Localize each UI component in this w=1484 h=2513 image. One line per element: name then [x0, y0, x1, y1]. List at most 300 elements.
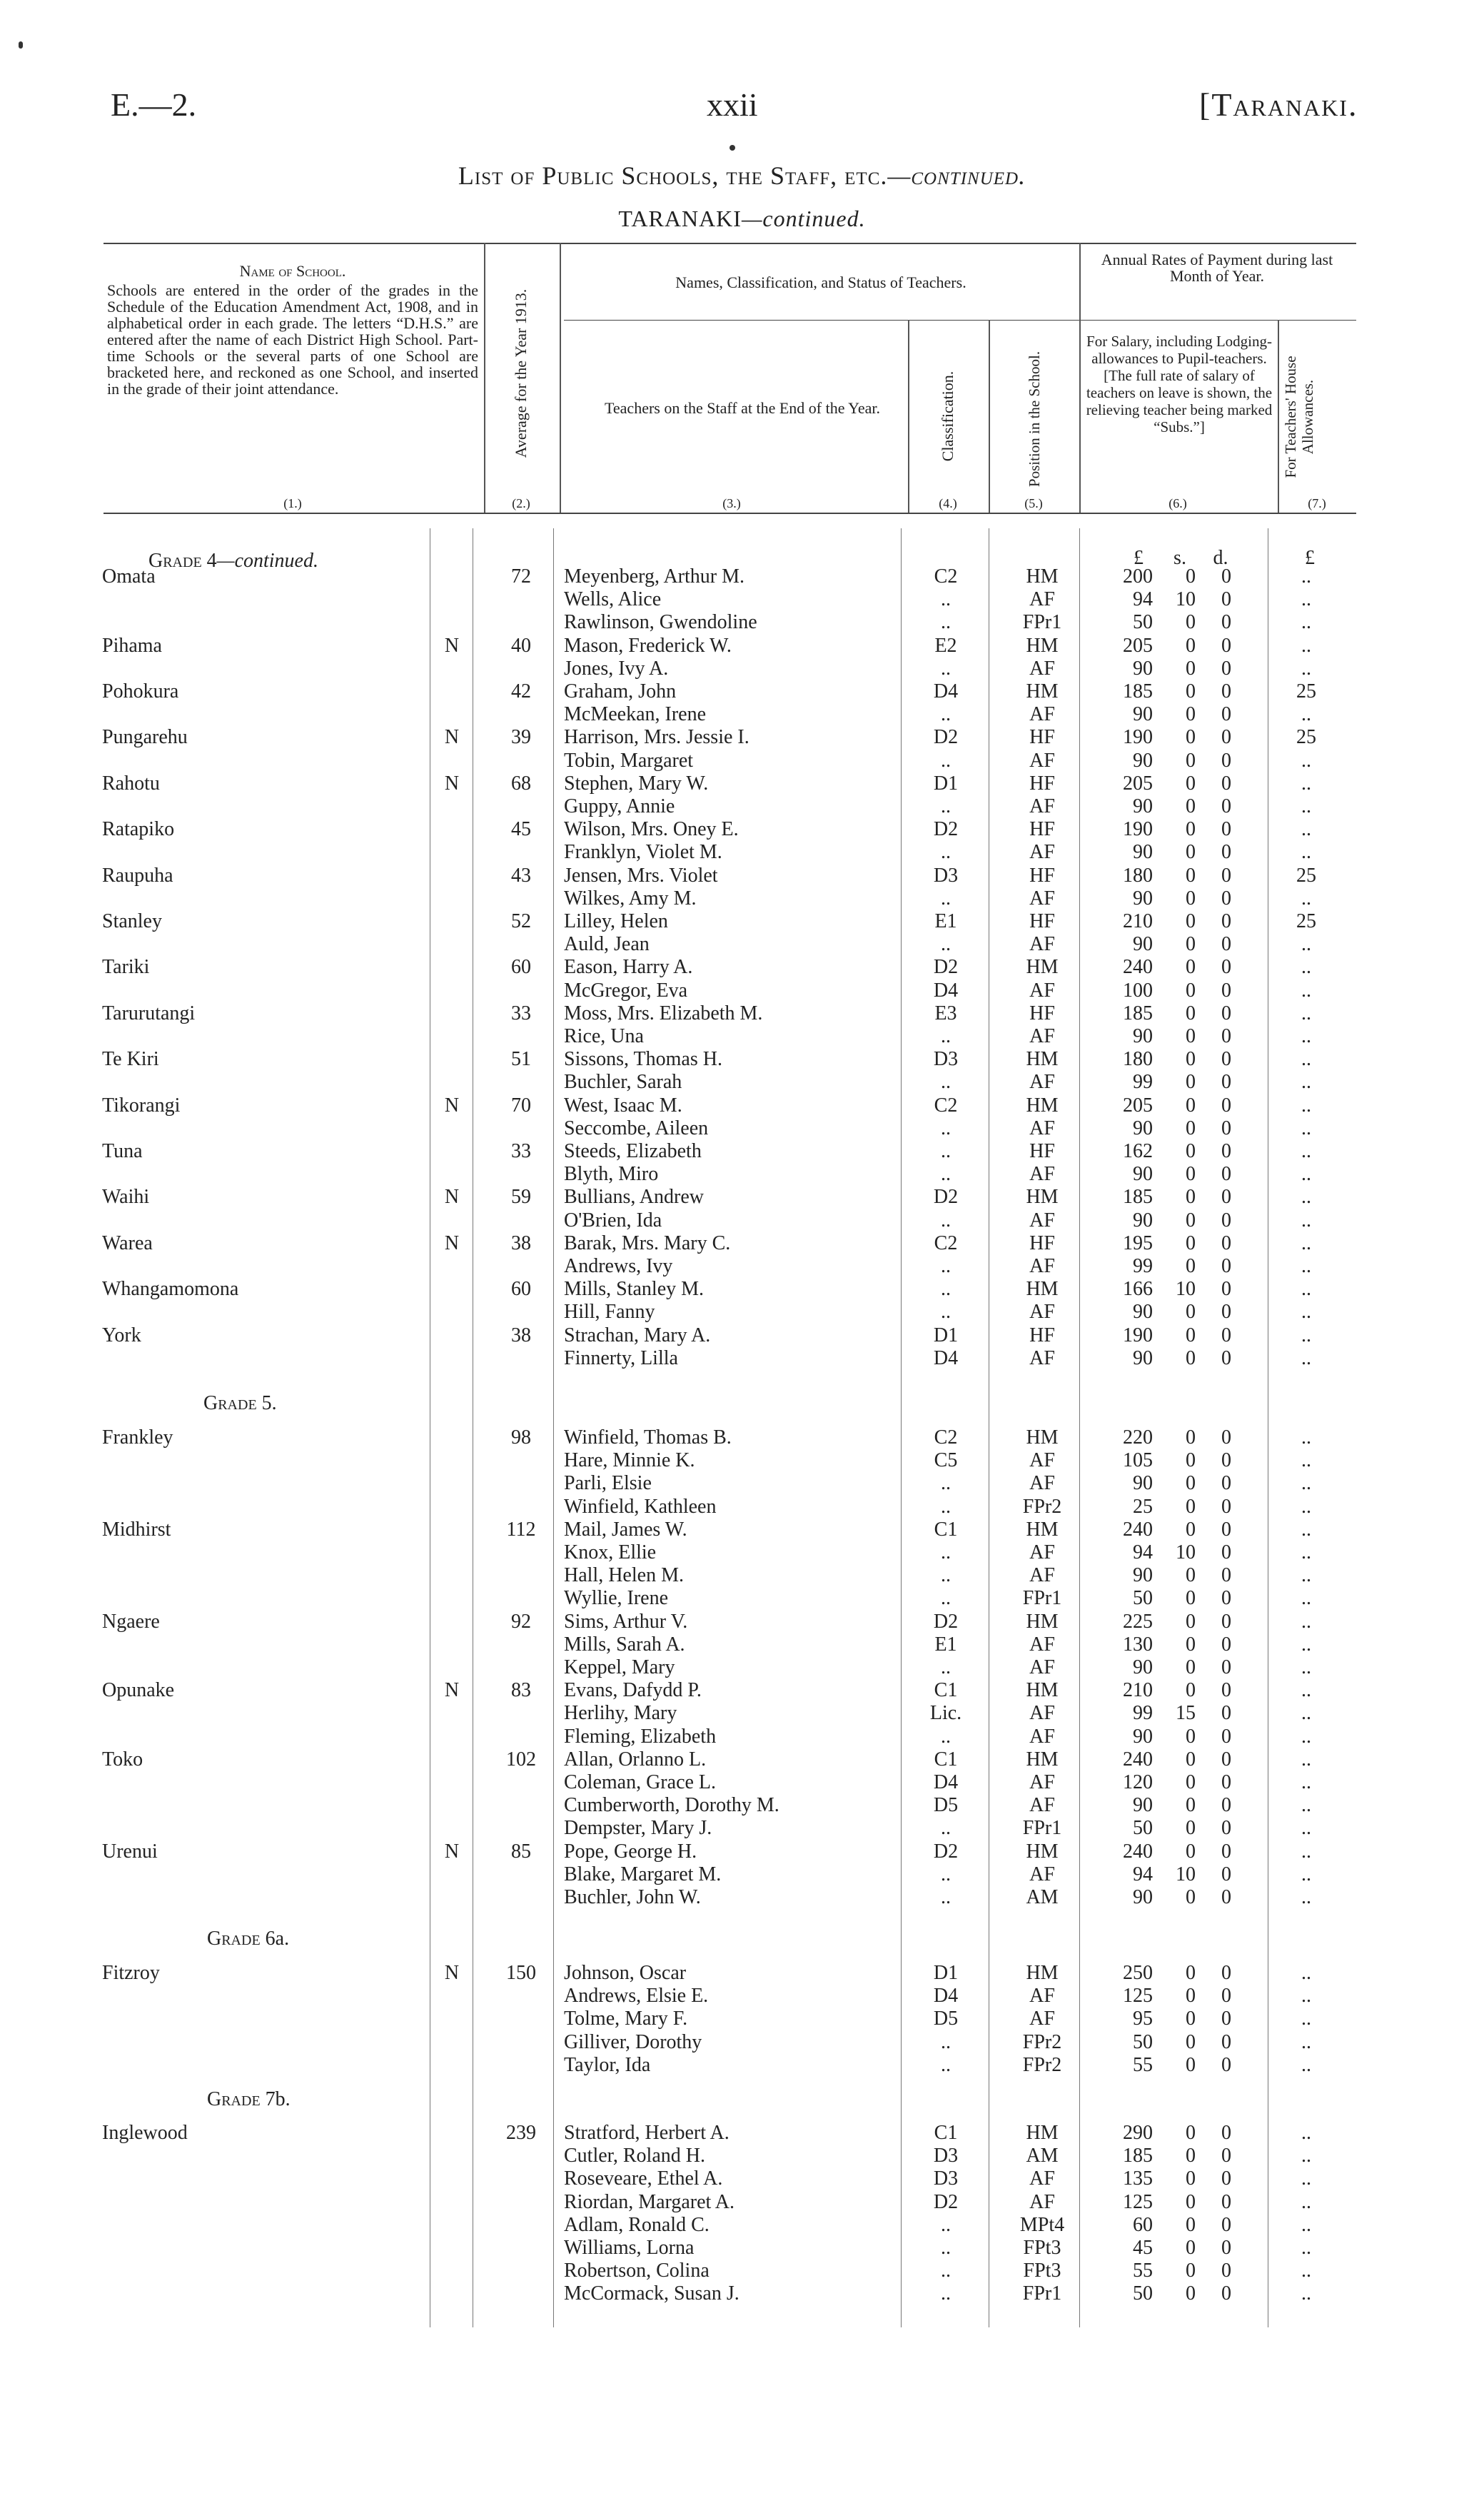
- teacher-name: Andrews, Elsie E.: [564, 1985, 709, 2008]
- table-row: [0, 1496, 1484, 1519]
- col3-group-header: Names, Classification, and Status of Teachers.: [675, 273, 966, 291]
- position: AM: [1026, 2145, 1059, 2167]
- average-attendance: 33: [511, 1002, 531, 1024]
- salary-pounds: 94: [1133, 1863, 1153, 1885]
- classification: ..: [941, 841, 951, 864]
- classification: D3: [933, 2145, 959, 2167]
- position: AF: [1029, 2190, 1055, 2213]
- house-allowance: ..: [1301, 1725, 1311, 1748]
- classification: ..: [941, 2213, 951, 2236]
- salary-pounds: 94: [1133, 1541, 1153, 1563]
- teacher-name: Adlam, Ronald C.: [564, 2213, 710, 2236]
- house-allowance: ..: [1301, 887, 1311, 910]
- salary-pounds: 190: [1123, 726, 1153, 749]
- classification: D1: [933, 772, 959, 795]
- region-title: [0, 206, 1484, 232]
- position: HF: [1029, 1140, 1055, 1162]
- salary-pounds: 55: [1133, 2260, 1153, 2282]
- teacher-name: Strachan, Mary A.: [564, 1324, 711, 1346]
- salary-shillings: 0: [1186, 1048, 1196, 1071]
- classification: E1: [934, 910, 957, 932]
- salary-pounds: 90: [1133, 1346, 1153, 1369]
- classification: Lic.: [929, 1702, 962, 1725]
- colnum-2: (2.): [512, 496, 530, 510]
- teacher-name: Williams, Lorna: [564, 2237, 695, 2259]
- salary-shillings: 15: [1176, 1702, 1196, 1725]
- position: FPr1: [1022, 1587, 1062, 1610]
- position: HM: [1026, 1518, 1059, 1541]
- salary-pounds: 290: [1123, 2122, 1153, 2144]
- salary-pence: 0: [1221, 680, 1231, 702]
- salary-pence: 0: [1221, 1748, 1231, 1771]
- house-allowance: ..: [1301, 1771, 1311, 1793]
- school-name: Whangamomona: [102, 1278, 239, 1301]
- classification: ..: [941, 795, 951, 817]
- table-row: [0, 1255, 1484, 1278]
- salary-pence: 0: [1221, 1771, 1231, 1793]
- teacher-name: Cutler, Roland H.: [564, 2145, 705, 2167]
- average-attendance: 59: [511, 1186, 531, 1209]
- table-row: [0, 565, 1484, 588]
- salary-shillings: 0: [1186, 1346, 1196, 1369]
- average-attendance: 60: [511, 1278, 531, 1301]
- position: AF: [1029, 1564, 1055, 1587]
- teacher-name: Winfield, Thomas B.: [564, 1426, 732, 1449]
- house-allowance: ..: [1301, 1071, 1311, 1094]
- col1-note: Schools are entered in the order of the grades in the Schedule of the Education Amendment Act, 1908, and in alphabetical order in each grade. The letters “D.H.S.” are entered after the name of each District High School. Part-time Schools or the several parts of one School are bracketed here, and reckoned as one School, and inserted in the grade of their joint attendance.: [107, 281, 478, 398]
- table-row: [0, 1611, 1484, 1633]
- house-allowance: ..: [1301, 2213, 1311, 2236]
- salary-shillings: 0: [1186, 864, 1196, 887]
- salary-shillings: 0: [1186, 1886, 1196, 1908]
- salary-pence: 0: [1221, 772, 1231, 795]
- salary-pence: 0: [1221, 1587, 1231, 1610]
- salary-pence: 0: [1221, 634, 1231, 657]
- house-allowance: ..: [1301, 1817, 1311, 1840]
- teacher-name: Sissons, Thomas H.: [564, 1048, 722, 1071]
- table-row: [0, 1140, 1484, 1163]
- average-attendance: 40: [511, 634, 531, 657]
- position: HF: [1029, 726, 1055, 749]
- salary-pence: 0: [1221, 611, 1231, 634]
- average-attendance: 72: [511, 565, 531, 588]
- salary-pence: 0: [1221, 1495, 1231, 1518]
- salary-shillings: 0: [1186, 2190, 1196, 2213]
- position: HM: [1026, 680, 1059, 702]
- classification: D3: [933, 864, 959, 887]
- average-attendance: 83: [511, 1679, 531, 1702]
- house-allowance: ..: [1301, 2237, 1311, 2259]
- salary-pence: 0: [1221, 887, 1231, 910]
- salary-pounds: 90: [1133, 1209, 1153, 1232]
- school-name: Waihi: [102, 1186, 150, 1209]
- position: HM: [1026, 1840, 1059, 1863]
- teacher-name: Andrews, Ivy: [564, 1255, 673, 1277]
- average-attendance: 150: [506, 1962, 536, 1984]
- salary-shillings: 0: [1186, 1209, 1196, 1232]
- position: AF: [1029, 1472, 1055, 1495]
- school-name: Tikorangi: [102, 1094, 181, 1117]
- salary-shillings: 10: [1176, 588, 1196, 611]
- table-row: [0, 1726, 1484, 1748]
- classification: D4: [933, 979, 959, 1002]
- table-row: [0, 1564, 1484, 1587]
- classification: C2: [934, 1232, 958, 1254]
- school-name: Inglewood: [102, 2122, 188, 2144]
- house-allowance: ..: [1301, 1186, 1311, 1209]
- col1-title: Name of School.: [239, 262, 346, 280]
- teacher-name: Tolme, Mary F.: [564, 2008, 688, 2030]
- salary-pounds: 210: [1123, 910, 1153, 932]
- house-allowance: ..: [1301, 841, 1311, 864]
- grade-heading: [203, 1392, 277, 1415]
- school-name: Tariki: [102, 956, 150, 979]
- position: HF: [1029, 1324, 1055, 1346]
- salary-pence: 0: [1221, 2122, 1231, 2144]
- salary-pounds: 210: [1123, 1679, 1153, 1702]
- classification: D1: [933, 1324, 959, 1346]
- ink-speck: [19, 41, 23, 49]
- classification: C2: [934, 565, 958, 588]
- house-allowance: ..: [1301, 979, 1311, 1002]
- salary-pence: 0: [1221, 841, 1231, 864]
- house-allowance: 25: [1296, 864, 1316, 887]
- table-row: [0, 1163, 1484, 1186]
- salary-pence: 0: [1221, 1324, 1231, 1346]
- table-row: [0, 1702, 1484, 1725]
- position: AF: [1029, 1541, 1055, 1563]
- school-name: Frankley: [102, 1426, 173, 1449]
- salary-pounds: 90: [1133, 933, 1153, 956]
- salary-pounds: 90: [1133, 795, 1153, 817]
- house-allowance: ..: [1301, 1255, 1311, 1277]
- salary-pence: 0: [1221, 703, 1231, 726]
- teacher-name: Bullians, Andrew: [564, 1186, 704, 1209]
- teacher-name: McMeekan, Irene: [564, 703, 707, 726]
- table-row: [0, 1071, 1484, 1094]
- salary-shillings: 0: [1186, 1840, 1196, 1863]
- salary-pence: 0: [1221, 1048, 1231, 1071]
- classification: ..: [941, 1541, 951, 1563]
- salary-pounds: 60: [1133, 2213, 1153, 2236]
- house-allowance: ..: [1301, 1094, 1311, 1117]
- house-allowance: ..: [1301, 1679, 1311, 1702]
- school-name: Raupuha: [102, 864, 173, 887]
- classification: C1: [934, 1679, 958, 1702]
- salary-pounds: 185: [1123, 1002, 1153, 1024]
- position: AF: [1029, 1771, 1055, 1793]
- salary-shillings: 0: [1186, 1633, 1196, 1656]
- classification: D5: [933, 2008, 959, 2030]
- house-allowance: ..: [1301, 2145, 1311, 2167]
- classification: ..: [941, 1725, 951, 1748]
- school-name: York: [102, 1324, 141, 1346]
- col6-header: For Salary, including Lodging-allowances to Pupil-teachers. [The full rate of salary of teachers on leave is shown, the relieving teacher being marked “Subs.”]: [1086, 333, 1273, 435]
- table-row: [0, 1748, 1484, 1771]
- house-allowance: ..: [1301, 1863, 1311, 1885]
- salary-pounds: 180: [1123, 864, 1153, 887]
- position: HM: [1026, 2122, 1059, 2144]
- salary-pence: 0: [1221, 1094, 1231, 1117]
- teacher-name: Sims, Arthur V.: [564, 1610, 688, 1633]
- position: HM: [1026, 1048, 1059, 1071]
- salary-pounds: 166: [1123, 1278, 1153, 1301]
- colnum-4: (4.): [939, 496, 957, 510]
- salary-pence: 0: [1221, 2282, 1231, 2305]
- house-allowance: ..: [1301, 772, 1311, 795]
- position: HF: [1029, 1002, 1055, 1024]
- salary-pounds: 250: [1123, 1962, 1153, 1984]
- house-allowance: 25: [1296, 680, 1316, 702]
- salary-pence: 0: [1221, 1725, 1231, 1748]
- salary-shillings: 0: [1186, 2053, 1196, 2076]
- classification: ..: [941, 1255, 951, 1277]
- school-name: Pohokura: [102, 680, 179, 702]
- salary-pence: 0: [1221, 795, 1231, 817]
- position: HF: [1029, 772, 1055, 795]
- average-attendance: 92: [511, 1610, 531, 1633]
- ink-dot: [730, 145, 735, 151]
- salary-pence: 0: [1221, 2030, 1231, 2053]
- colnum-5: (5.): [1024, 496, 1043, 510]
- page-number: xxii: [707, 86, 758, 123]
- salary-shillings: 0: [1186, 2282, 1196, 2305]
- house-allowance: ..: [1301, 1840, 1311, 1863]
- salary-shillings: 0: [1186, 1518, 1196, 1541]
- teacher-name: Riordan, Margaret A.: [564, 2190, 735, 2213]
- position: AF: [1029, 1071, 1055, 1094]
- salary-shillings: 0: [1186, 1301, 1196, 1324]
- salary-pounds: 25: [1133, 1495, 1153, 1518]
- salary-shillings: 0: [1186, 1656, 1196, 1678]
- salary-shillings: 0: [1186, 1117, 1196, 1139]
- house-allowance: 25: [1296, 726, 1316, 749]
- classification: ..: [941, 1495, 951, 1518]
- salary-pounds: 95: [1133, 2008, 1153, 2030]
- teacher-name: Mills, Sarah A.: [564, 1633, 685, 1656]
- school-name: Ratapiko: [102, 818, 175, 841]
- classification: D1: [933, 1962, 959, 1984]
- salary-pounds: 90: [1133, 703, 1153, 726]
- teacher-name: Roseveare, Ethel A.: [564, 2167, 723, 2190]
- school-name: Pungarehu: [102, 726, 188, 749]
- salary-pence: 0: [1221, 565, 1231, 588]
- table-row: [0, 2167, 1484, 2190]
- table-row: [0, 1794, 1484, 1817]
- table-row: [0, 1186, 1484, 1209]
- position: AF: [1029, 1301, 1055, 1324]
- salary-pounds: 162: [1123, 1140, 1153, 1162]
- salary-pounds: 90: [1133, 749, 1153, 772]
- salary-pence: 0: [1221, 1518, 1231, 1541]
- house-allowance: ..: [1301, 1002, 1311, 1024]
- house-allowance: ..: [1301, 1886, 1311, 1908]
- teacher-name: Graham, John: [564, 680, 677, 702]
- salary-shillings: 0: [1186, 2145, 1196, 2167]
- position: AF: [1029, 979, 1055, 1002]
- salary-shillings: 0: [1186, 703, 1196, 726]
- table-row: [0, 658, 1484, 680]
- teacher-name: Blake, Margaret M.: [564, 1863, 722, 1885]
- teacher-name: Mason, Frederick W.: [564, 634, 732, 657]
- classification: ..: [941, 2053, 951, 2076]
- table-row: [0, 1301, 1484, 1324]
- teacher-name: Taylor, Ida: [564, 2053, 651, 2076]
- teacher-name: Johnson, Oscar: [564, 1962, 687, 1984]
- teacher-name: Stratford, Herbert A.: [564, 2122, 730, 2144]
- house-allowance: ..: [1301, 1278, 1311, 1301]
- salary-pence: 0: [1221, 1449, 1231, 1472]
- grade-number: 7b.: [265, 2088, 291, 2110]
- salary-shillings: 0: [1186, 2167, 1196, 2190]
- night-school-flag: N: [444, 1232, 460, 1254]
- classification: ..: [941, 1656, 951, 1678]
- house-allowance: ..: [1301, 1472, 1311, 1495]
- salary-pence: 0: [1221, 1209, 1231, 1232]
- salary-pence: 0: [1221, 979, 1231, 1002]
- table-row: [0, 1863, 1484, 1886]
- salary-shillings: 0: [1186, 910, 1196, 932]
- teacher-name: Fleming, Elizabeth: [564, 1725, 717, 1748]
- salary-shillings: 0: [1186, 1163, 1196, 1186]
- classification: ..: [941, 703, 951, 726]
- table-row: [0, 2054, 1484, 2077]
- teacher-name: Winfield, Kathleen: [564, 1495, 717, 1518]
- average-attendance: 60: [511, 956, 531, 979]
- classification: D3: [933, 2167, 959, 2190]
- salary-pence: 0: [1221, 1186, 1231, 1209]
- teacher-name: Hall, Helen M.: [564, 1564, 684, 1587]
- position: HM: [1026, 1278, 1059, 1301]
- school-name: Midhirst: [102, 1518, 171, 1541]
- classification: E3: [934, 1002, 957, 1024]
- teacher-name: Gilliver, Dorothy: [564, 2030, 702, 2053]
- salary-pence: 0: [1221, 1863, 1231, 1885]
- table-row: [0, 588, 1484, 611]
- salary-pounds: 90: [1133, 1656, 1153, 1678]
- position: AF: [1029, 1163, 1055, 1186]
- salary-shillings: 0: [1186, 1817, 1196, 1840]
- classification: ..: [941, 1071, 951, 1094]
- classification: E2: [934, 634, 957, 657]
- teacher-name: Coleman, Grace L.: [564, 1771, 717, 1793]
- header-top-rule: [104, 243, 1356, 244]
- table-row: [0, 910, 1484, 933]
- salary-pence: 0: [1221, 910, 1231, 932]
- colnum-3: (3.): [722, 496, 741, 510]
- night-school-flag: N: [444, 634, 460, 657]
- salary-pence: 0: [1221, 1232, 1231, 1254]
- salary-shillings: 10: [1176, 1278, 1196, 1301]
- house-allowance: ..: [1301, 956, 1311, 979]
- house-allowance: ..: [1301, 795, 1311, 817]
- house-allowance: ..: [1301, 1541, 1311, 1563]
- salary-pounds: 90: [1133, 1564, 1153, 1587]
- classification: D4: [933, 1346, 959, 1369]
- position: FPr1: [1022, 1817, 1062, 1840]
- house-allowance: ..: [1301, 1346, 1311, 1369]
- salary-pounds: 94: [1133, 588, 1153, 611]
- house-allowance: ..: [1301, 1633, 1311, 1656]
- house-allowance: ..: [1301, 1209, 1311, 1232]
- teacher-name: Steeds, Elizabeth: [564, 1140, 702, 1162]
- salary-pounds: 90: [1133, 657, 1153, 680]
- grade-number: 4: [206, 550, 217, 572]
- position: AF: [1029, 887, 1055, 910]
- salary-shillings: 0: [1186, 1679, 1196, 1702]
- position: AF: [1029, 1346, 1055, 1369]
- position: AM: [1026, 1886, 1059, 1908]
- house-allowance: ..: [1301, 1140, 1311, 1162]
- position: AF: [1029, 1255, 1055, 1277]
- position: AF: [1029, 795, 1055, 817]
- table-row: [0, 1324, 1484, 1347]
- house-allowance: ..: [1301, 1117, 1311, 1139]
- salary-pounds: 105: [1123, 1449, 1153, 1472]
- salary-pounds: 50: [1133, 1817, 1153, 1840]
- table-row: [0, 1094, 1484, 1117]
- classification: ..: [941, 1278, 951, 1301]
- house-allowance: ..: [1301, 565, 1311, 588]
- teacher-name: Mills, Stanley M.: [564, 1278, 705, 1301]
- salary-shillings: 0: [1186, 2008, 1196, 2030]
- salary-pence: 0: [1221, 1255, 1231, 1277]
- teacher-name: Wilkes, Amy M.: [564, 887, 697, 910]
- salary-shillings: 0: [1186, 1324, 1196, 1346]
- house-allowance: ..: [1301, 1426, 1311, 1449]
- house-allowance: ..: [1301, 1702, 1311, 1725]
- salary-pence: 0: [1221, 1472, 1231, 1495]
- teacher-name: Herlihy, Mary: [564, 1702, 677, 1725]
- salary-shillings: 0: [1186, 2122, 1196, 2144]
- salary-pence: 0: [1221, 1962, 1231, 1984]
- average-attendance: 52: [511, 910, 531, 932]
- salary-pence: 0: [1221, 1656, 1231, 1678]
- salary-pounds: 99: [1133, 1702, 1153, 1725]
- classification: ..: [941, 933, 951, 956]
- classification: ..: [941, 588, 951, 611]
- average-attendance: 43: [511, 864, 531, 887]
- teacher-name: Moss, Mrs. Elizabeth M.: [564, 1002, 763, 1024]
- position: HM: [1026, 956, 1059, 979]
- school-name: Pihama: [102, 634, 162, 657]
- table-row: [0, 2122, 1484, 2145]
- salary-pence: 0: [1221, 1794, 1231, 1817]
- salary-pence: 0: [1221, 2213, 1231, 2236]
- salary-pounds: 50: [1133, 611, 1153, 634]
- house-allowance: ..: [1301, 1301, 1311, 1324]
- teacher-name: Finnerty, Lilla: [564, 1346, 678, 1369]
- school-name: Toko: [102, 1748, 143, 1771]
- average-attendance: 85: [511, 1840, 531, 1863]
- table-row: [0, 1449, 1484, 1472]
- salary-pounds: 90: [1133, 1794, 1153, 1817]
- region-name: TARANAKI: [618, 206, 742, 231]
- teacher-name: Rice, Una: [564, 1025, 644, 1047]
- salary-shillings: 0: [1186, 1564, 1196, 1587]
- house-allowance: ..: [1301, 1495, 1311, 1518]
- house-allowance: ..: [1301, 588, 1311, 611]
- salary-pounds: 90: [1133, 1886, 1153, 1908]
- colnum-6: (6.): [1168, 496, 1187, 510]
- pounds-unit: £: [1134, 547, 1144, 569]
- classification: ..: [941, 611, 951, 634]
- table-row: [0, 2031, 1484, 2054]
- position: HF: [1029, 864, 1055, 887]
- average-attendance: 112: [506, 1518, 536, 1541]
- house-allowance: ..: [1301, 1048, 1311, 1071]
- salary-pounds: 90: [1133, 1025, 1153, 1047]
